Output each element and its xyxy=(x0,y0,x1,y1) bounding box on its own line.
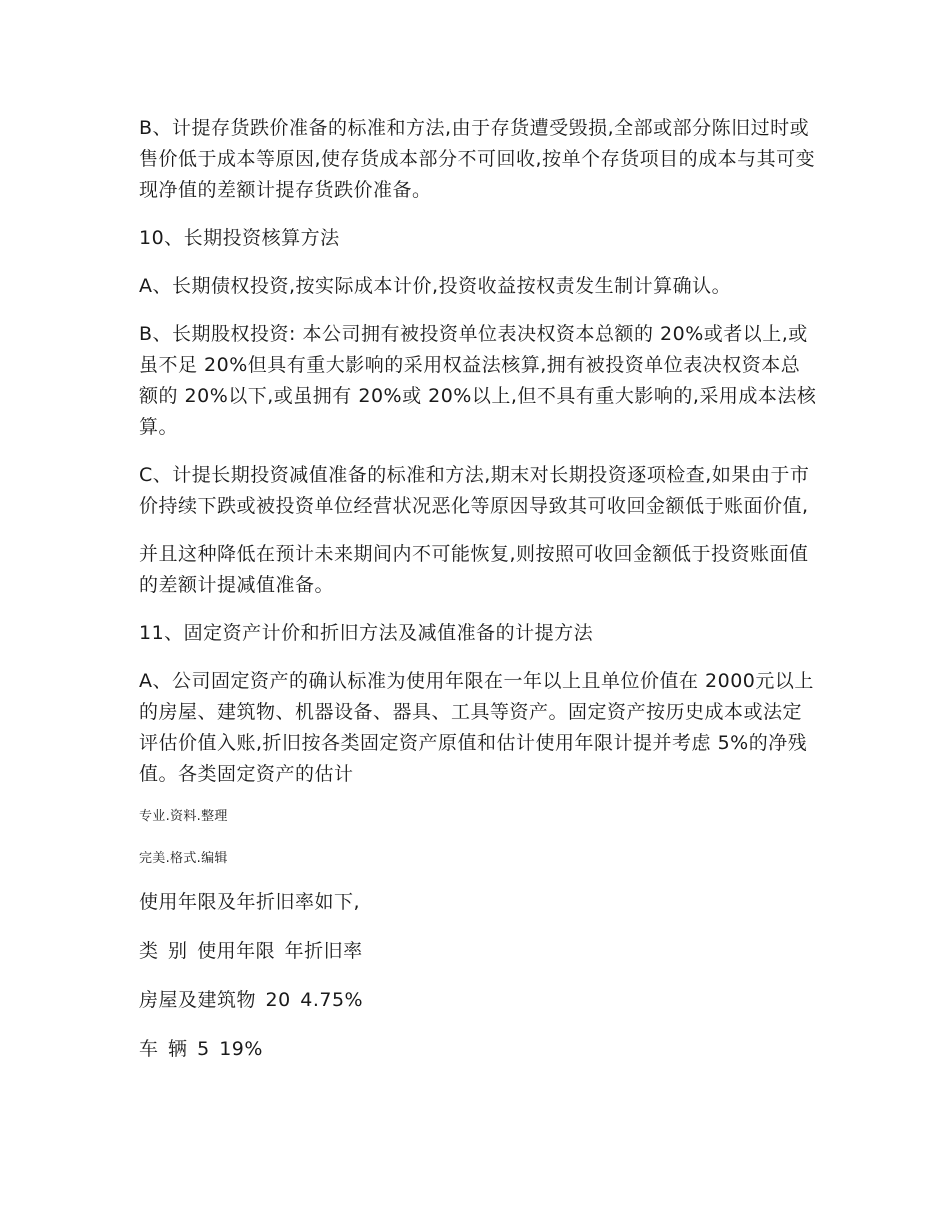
paragraph-impairment-continued: 并且这种降低在预计未来期间内不可能恢复,则按照可收回金额低于投资账面值的差额计提减值准备。 xyxy=(139,543,809,596)
paragraph-long-term-debt-investment: A、长期债权投资,按实际成本计价,投资收益按权责发生制计算确认。 xyxy=(139,275,732,297)
footer-line-1: 专业.资料.整理 xyxy=(139,809,228,824)
section-heading-long-term-investment: 10、长期投资核算方法 xyxy=(139,227,340,249)
document-page xyxy=(139,113,819,1083)
paragraph-investment-impairment: C、计提长期投资减值准备的标准和方法,期末对长期投资逐项检查,如果由于市价持续下跌或被投资单位经营状况恶化等原因导致其可收回金额低于账面价值, xyxy=(139,464,810,517)
depreciation-row-buildings: 房屋及建筑物 20 4.75% xyxy=(139,989,364,1011)
depreciation-table-header: 类 别 使用年限 年折旧率 xyxy=(139,940,363,962)
depreciation-row-vehicles: 车 辆 5 19% xyxy=(139,1038,263,1060)
paragraph-fixed-assets-recognition: A、公司固定资产的确认标准为使用年限在一年以上且单位价值在 2000元以上的房屋、建筑物、机器设备、器具、工具等资产。固定资产按历史成本或法定评估价值入账,折旧按各类固定资产原值和估计使用年限计提并考虑 5%的净残值。各类固定资产的估计 xyxy=(139,670,814,785)
footer-line-2: 完美.格式.编辑 xyxy=(139,851,228,866)
section-heading-fixed-assets: 11、固定资产计价和折旧方法及减值准备的计提方法 xyxy=(139,622,594,644)
paragraph-inventory-impairment: B、计提存货跌价准备的标准和方法,由于存货遭受毁损,全部或部分陈旧过时或售价低于成本等原因,使存货成本部分不可回收,按单个存货项目的成本与其可变现净值的差额计提存货跌价准备。 xyxy=(139,117,816,201)
paragraph-long-term-equity-investment: B、长期股权投资: 本公司拥有被投资单位表决权资本总额的 20%或者以上,或虽不足 20%但具有重大影响的采用权益法核算,拥有被投资单位表决权资本总额的 20%以下,或虽拥有 20%或 20%以上,但不具有重大影响的,采用成本法核算。 xyxy=(139,323,817,438)
depreciation-intro: 使用年限及年折旧率如下, xyxy=(139,891,361,913)
